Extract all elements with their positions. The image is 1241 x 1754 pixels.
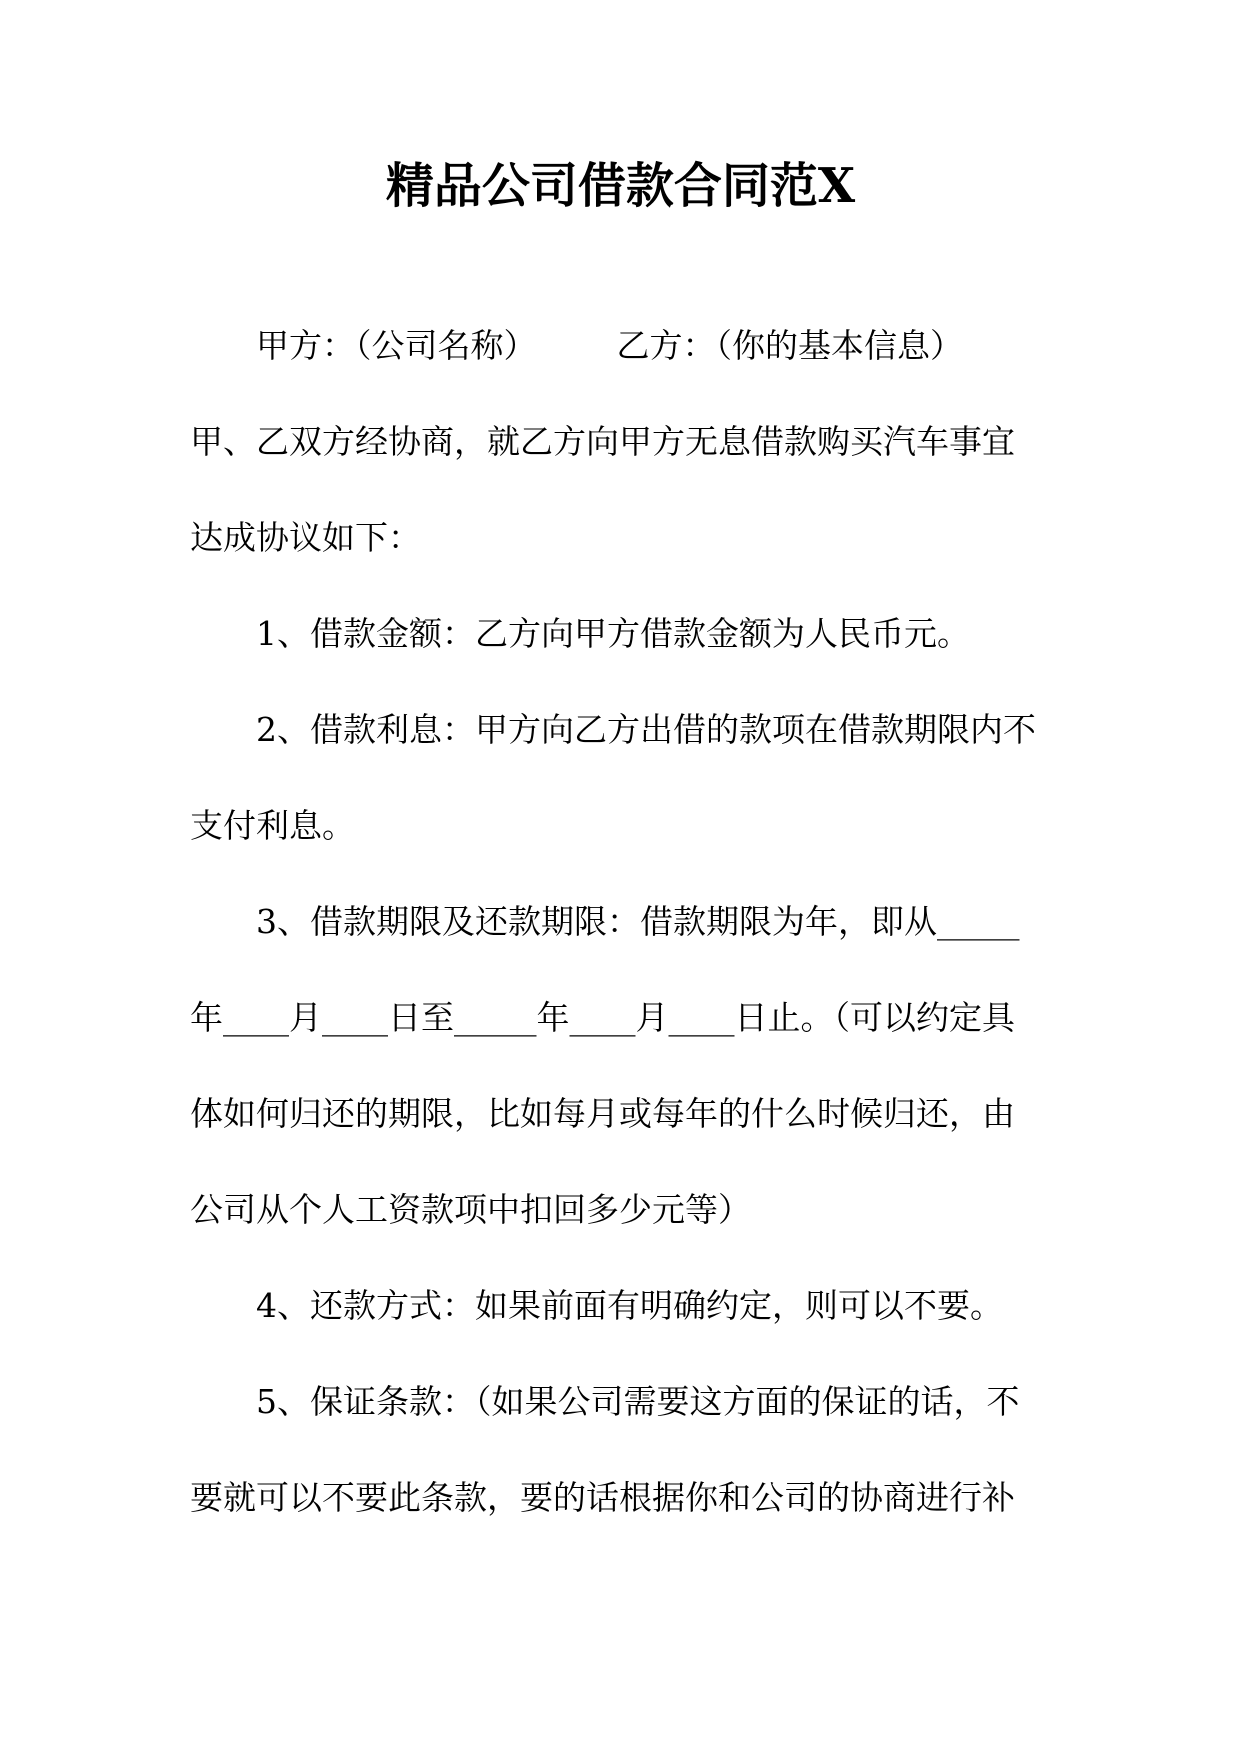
clause-3-line: 3、借款期限及还款期限：借款期限为年，即从_____: [256, 902, 1020, 941]
document-body: [190, 298, 1060, 1546]
clause-2-line: 2、借款利息：甲方向乙方出借的款项在借款期限内不: [256, 710, 1036, 749]
body-line: 要就可以不要此条款，要的话根据你和公司的协商进行补: [190, 1478, 1015, 1517]
party-b: 乙方：（你的基本信息）: [616, 326, 963, 365]
clause-1-line: 1、借款金额：乙方向甲方借款金额为人民币元。: [256, 614, 970, 653]
body-line: 达成协议如下：: [190, 518, 421, 557]
clause-5-line: 5、保证条款：（如果公司需要这方面的保证的话，不: [256, 1382, 1020, 1421]
clause-4-line: 4、还款方式：如果前面有明确约定，则可以不要。: [256, 1286, 1003, 1325]
document-title: 精品公司借款合同范X: [385, 158, 856, 214]
body-line: 体如何归还的期限，比如每月或每年的什么时候归还，由: [190, 1094, 1015, 1133]
body-line: 甲、乙双方经协商，就乙方向甲方无息借款购买汽车事宜: [190, 422, 1015, 461]
party-a: 甲方：（公司名称）: [256, 326, 537, 365]
body-line: 公司从个人工资款项中扣回多少元等）: [190, 1190, 751, 1229]
body-line: 支付利息。: [190, 806, 355, 845]
body-line: 年____月____日至_____年____月____日止。（可以约定具: [190, 998, 1015, 1037]
parties-line: [190, 298, 1060, 394]
